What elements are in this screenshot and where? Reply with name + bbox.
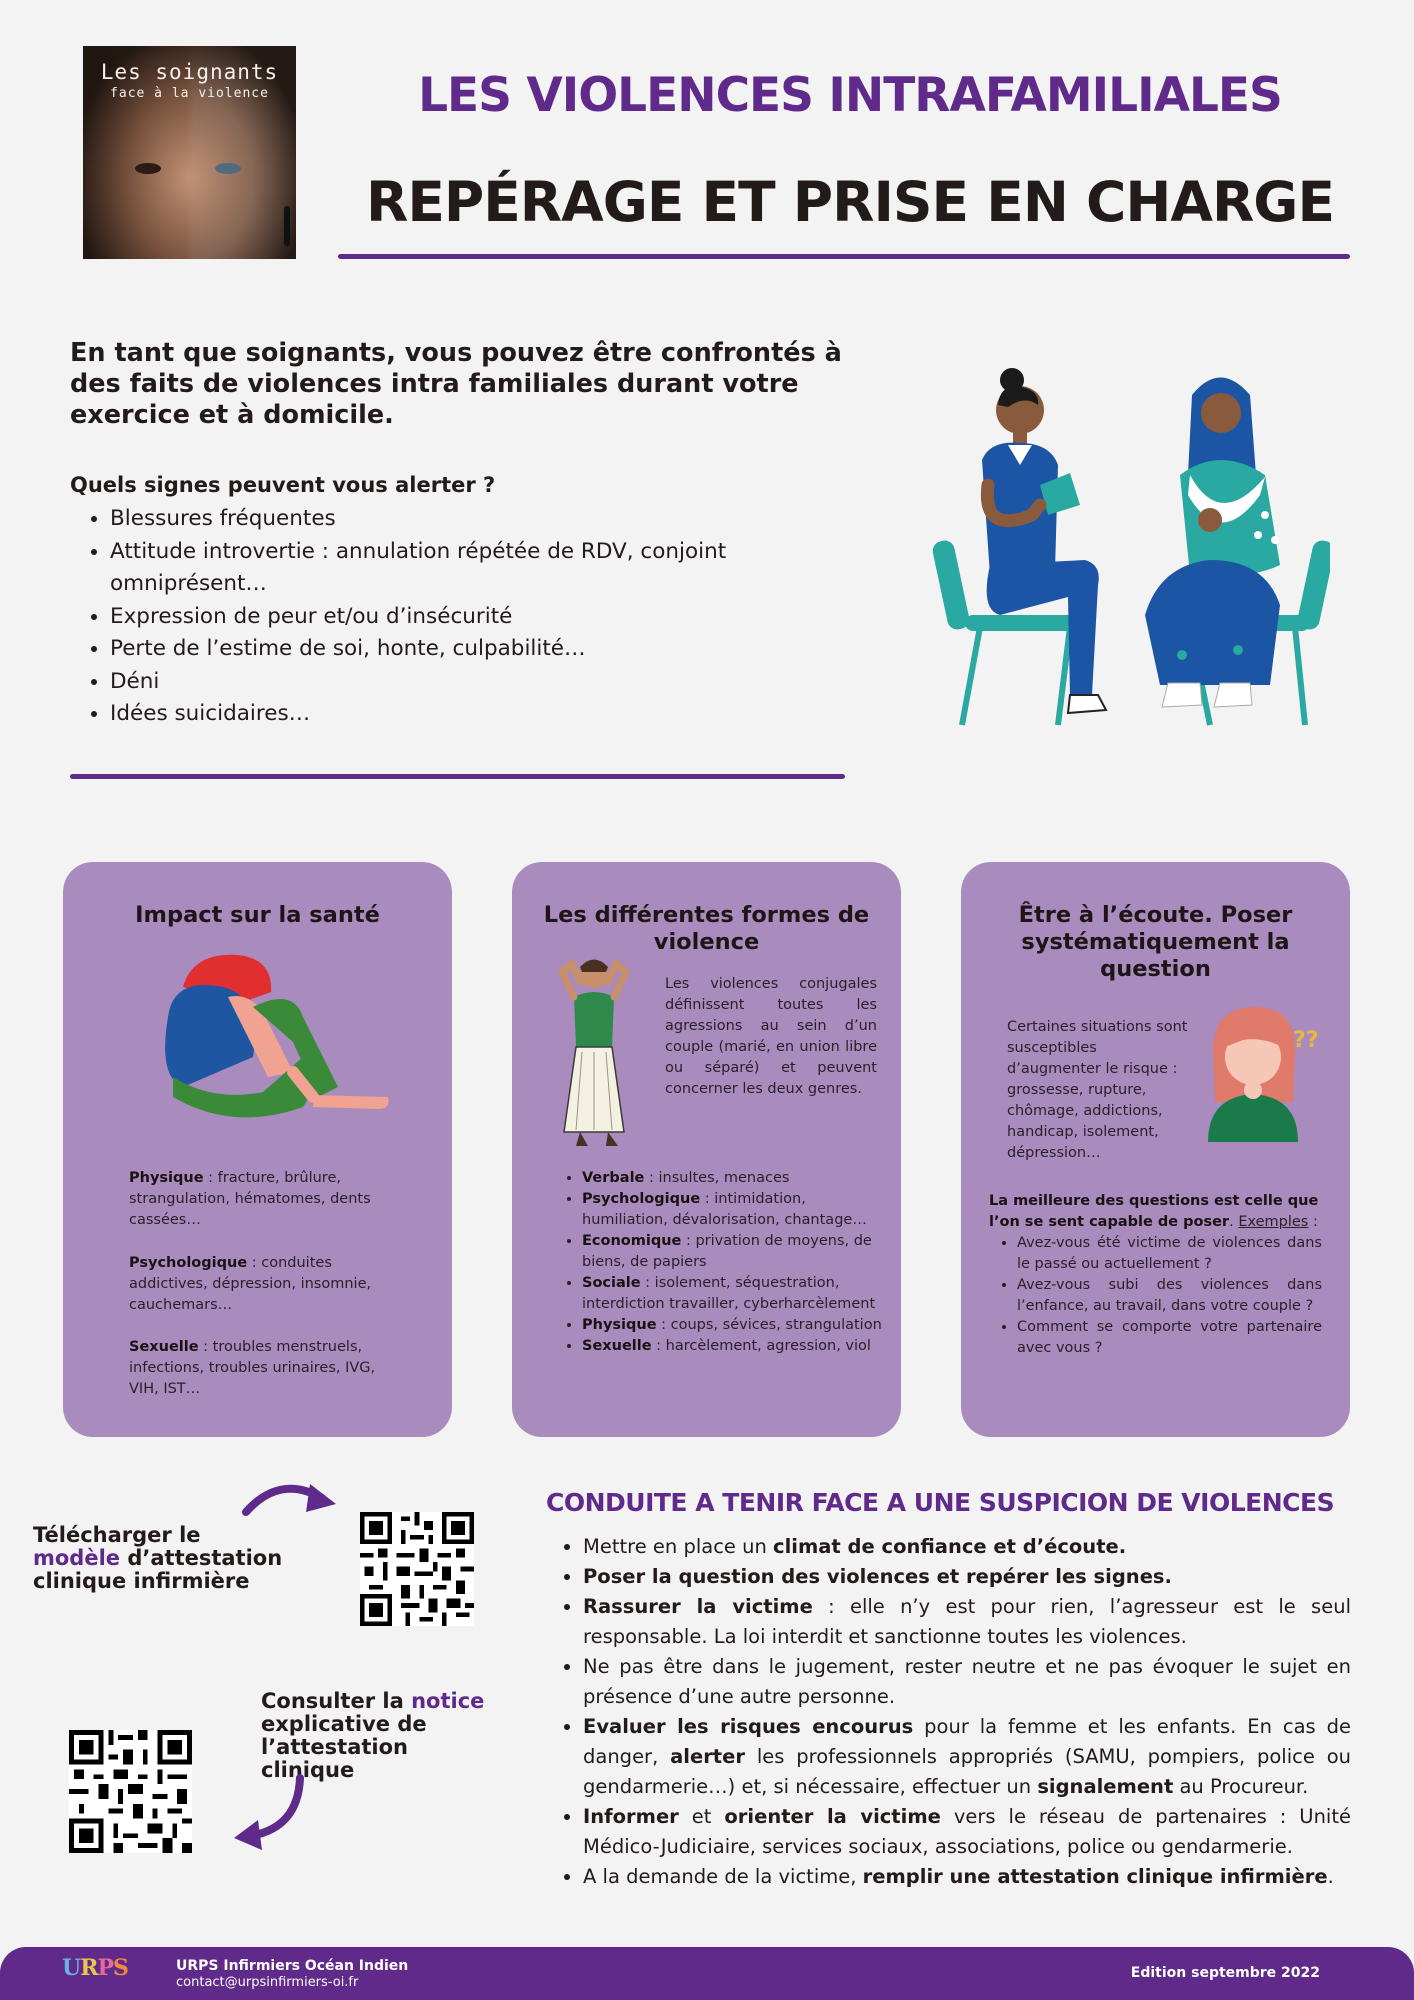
arrow-down-left-icon — [228, 1772, 308, 1852]
list-item: • Rassurer la victime : elle n’y est pour rien, l’agresseur est le seul responsable. La loi interdit et sanctionne toutes les violences. — [583, 1592, 1351, 1652]
list-item: • Ne pas être dans le jugement, rester neutre et ne pas évoquer le sujet en présence d’une autre personne. — [583, 1652, 1351, 1712]
impact-psychological: Psychologique : conduites addictives, dépression, insomnie, cauchemars… — [129, 1255, 372, 1313]
cover-image — [83, 46, 296, 259]
list-item: • Sexuelle : harcèlement, agression, viol — [582, 1336, 882, 1357]
signs-heading: Quels signes peuvent vous alerter ? — [70, 473, 496, 497]
footer-email[interactable]: contact@urpsinfirmiers-oi.fr — [176, 1975, 359, 1990]
list-item: • Evaluer les risques encourus pour la femme et les enfants. En cas de danger, alerter les professionnels appropriés (SAMU, pompiers, police ou gendarmerie…) et, si nécessaire, effectuer un signalement au Procureur. — [583, 1712, 1351, 1802]
header-divider — [338, 254, 1350, 259]
conduct-title: CONDUITE A TENIR FACE A UNE SUSPICION DE VIOLENCES — [546, 1488, 1335, 1517]
urps-logo: URPS — [62, 1955, 128, 1981]
thinking-woman-illustration — [1193, 1002, 1323, 1142]
page-subtitle: REPÉRAGE ET PRISE EN CHARGE — [365, 170, 1335, 234]
list-item: • Economique : privation de moyens, de biens, de papiers — [582, 1231, 882, 1273]
list-item: • Idées suicidaires… — [110, 698, 790, 731]
distressed-person-illustration — [552, 952, 642, 1152]
list-item: • Expression de peur et/ou d’insécurité — [110, 601, 790, 634]
qr-code-template[interactable] — [360, 1512, 474, 1626]
impact-sexual: Sexuelle : troubles menstruels, infections, troubles urinaires, IVG, VIH, IST… — [129, 1339, 376, 1397]
card-health-impact — [63, 862, 452, 1437]
list-item: • Informer et orienter la victime vers le réseau de partenaires : Unité Médico-Judiciaire, services sociaux, associations, police ou gendarmerie. — [583, 1802, 1351, 1862]
best-question-text: La meilleure des questions est celle que l’on se sent capable de poser. Exemples : — [989, 1193, 1319, 1230]
list-item: • Poser la question des violences et repérer les signes. — [583, 1562, 1351, 1592]
download-template-label[interactable]: Télécharger le modèle d’attestation clinique infirmière — [33, 1523, 283, 1593]
footer-edition: Edition septembre 2022 — [1130, 1965, 1320, 1981]
card-listening — [961, 862, 1350, 1437]
footer-organization: URPS Infirmiers Océan Indien — [176, 1958, 409, 1974]
svg-text:??: ?? — [1293, 1028, 1319, 1053]
page-title: LES VIOLENCES INTRAFAMILIALES — [418, 68, 1282, 123]
list-item: • Sociale : isolement, séquestration, interdiction travailler, cyberharcèlement — [582, 1273, 882, 1315]
list-item: • Physique : coups, sévices, strangulation — [582, 1315, 882, 1336]
impact-physical: Physique : fracture, brûlure, strangulation, hématomes, dents cassées… — [129, 1170, 371, 1228]
signs-list — [110, 503, 790, 731]
sitting-woman-illustration — [153, 947, 393, 1122]
section-divider — [70, 774, 845, 779]
cover-title: Les soignants — [100, 60, 279, 84]
list-item: • Verbale : insultes, menaces — [582, 1168, 882, 1189]
card-title: Impact sur la santé — [135, 902, 380, 928]
notice-label[interactable]: Consulter la notice explicative de l’attestation clinique — [261, 1689, 485, 1782]
forms-list — [564, 1168, 882, 1357]
list-item: • Déni — [110, 666, 790, 699]
consultation-illustration — [920, 365, 1330, 735]
qr-code-notice[interactable] — [69, 1730, 192, 1853]
list-item: • A la demande de la victime, remplir une attestation clinique infirmière. — [583, 1862, 1351, 1892]
list-item: • Avez-vous été victime de violences dans le passé ou actuellement ? — [1017, 1233, 1322, 1275]
card-title: Les différentes formes de violence — [543, 902, 870, 955]
card-title: Être à l’écoute. Poser systématiquement la question — [1018, 902, 1293, 982]
forms-description: Les violences conjugales définissent toutes les agressions au sein d’un couple (marié, en union libre ou séparé) et peuvent concerner les deux genres. — [665, 976, 877, 1097]
intro-lead: En tant que soignants, vous pouvez être confrontés à des faits de violences intra familiales durant votre exercice et à domicile. — [70, 338, 842, 430]
cover-subtitle: face à la violence — [110, 86, 269, 101]
list-item: • Mettre en place un climat de confiance et d’écoute. — [583, 1532, 1351, 1562]
card-violence-forms — [512, 862, 901, 1437]
list-item: • Attitude introvertie : annulation répétée de RDV, conjoint omniprésent… — [110, 536, 790, 601]
list-item: • Perte de l’estime de soi, honte, culpabilité… — [110, 633, 790, 666]
conduct-list — [583, 1532, 1351, 1892]
list-item: • Avez-vous subi des violences dans l’enfance, au travail, dans votre couple ? — [1017, 1275, 1322, 1317]
list-item: • Comment se comporte votre partenaire avec vous ? — [1017, 1317, 1322, 1359]
list-item: • Blessures fréquentes — [110, 503, 790, 536]
arrow-right-icon — [240, 1476, 340, 1526]
list-item: • Psychologique : intimidation, humiliation, dévalorisation, chantage… — [582, 1189, 882, 1231]
examples-list — [1017, 1233, 1322, 1359]
risk-factors-text: Certaines situations sont susceptibles d’augmenter le risque : grossesse, rupture, chômage, addictions, handicap, isolement, dépression… — [1007, 1019, 1188, 1161]
footer — [0, 1947, 1414, 2000]
